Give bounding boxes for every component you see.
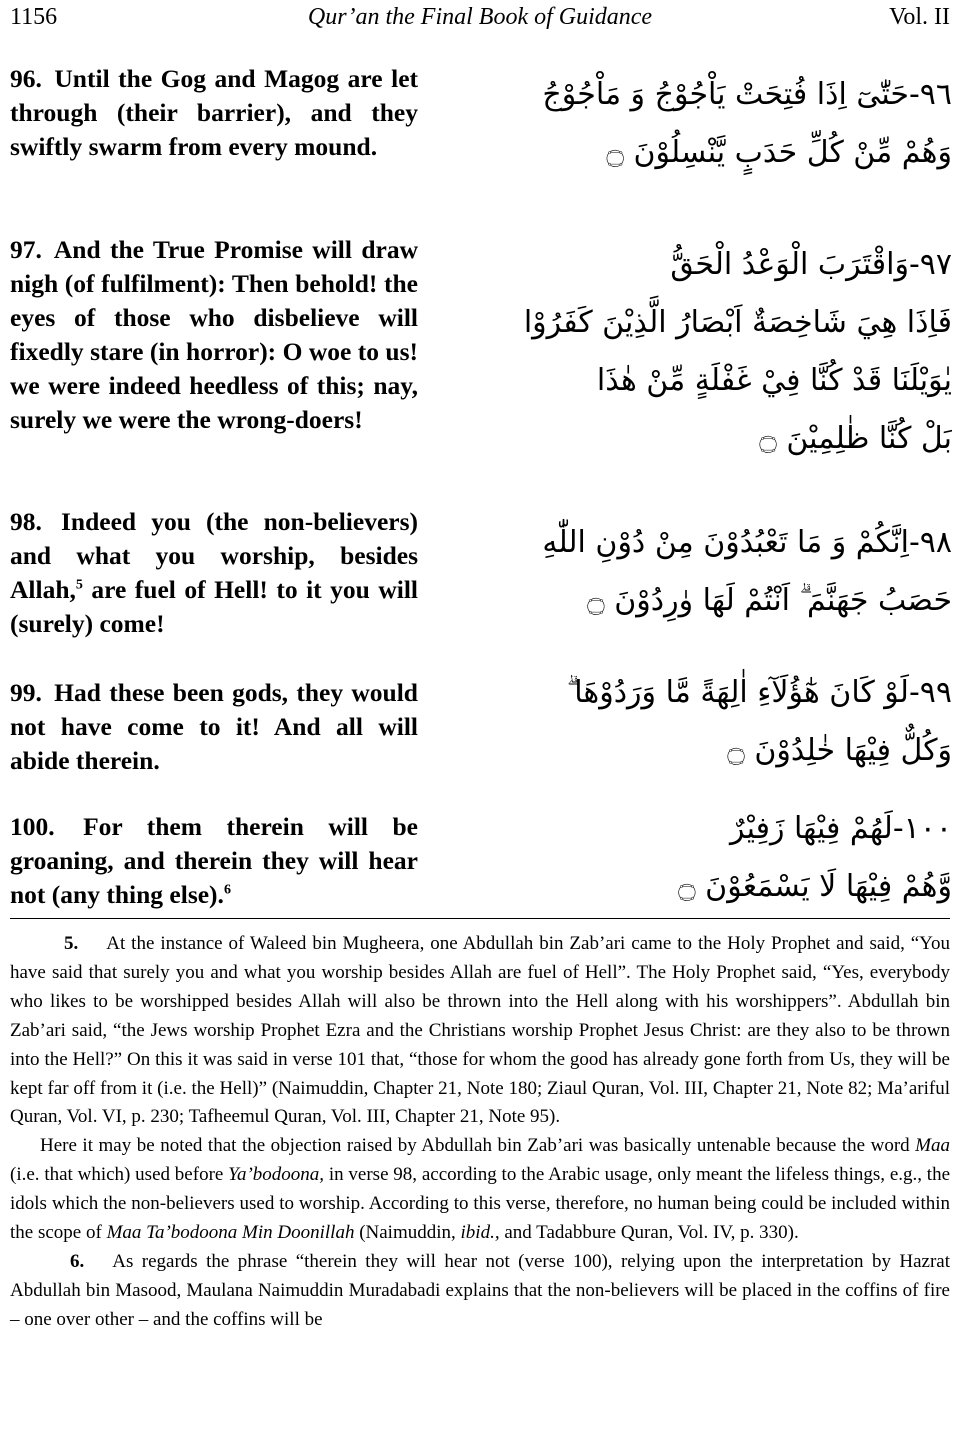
italic-term: Ya’bodoona,: [228, 1164, 325, 1186]
arabic-line: ١٠٠-لَهُمْ فِيْهَا زَفِيْرٌ: [730, 811, 952, 846]
footnote-text: As regards the phrase “therein they will hear not (verse 100), relying upon the interpretation by Hazrat Abdullah bin Masood, Maulana Naimuddin Muradabadi explains that the non-believers will be placed in the coffins of fire – one over other – and the coffins will be: [10, 1250, 950, 1330]
verse-text: For them therein will be groaning, and therein they will hear not (any thing else).: [10, 812, 418, 909]
footnote-ref-5[interactable]: 5: [75, 577, 83, 593]
arabic-line: وَكُلٌّ فِيْهَا خٰلِدُوْنَ ۝: [727, 733, 952, 768]
arabic-line: بَلْ كُنَّا ظٰلِمِيْنَ ۝: [759, 421, 952, 456]
arabic-line: ٩٩-لَوْ كَانَ هٰٓؤُلَآءِ اٰلِهَةً مَّا وَرَدُوْهَا ۗ: [566, 675, 952, 710]
volume-label: Vol. II: [889, 4, 950, 30]
italic-term: ibid.,: [460, 1222, 500, 1244]
footnote-5-continued: [10, 1132, 950, 1248]
arabic-line: يٰوَيْلَنَا قَدْ كُنَّا فِيْ غَفْلَةٍ مِّنْ هٰذَا: [596, 363, 952, 398]
verse-text: And the True Promise will draw nigh (of fulfilment): Then behold! the eyes of those who disbelieve will fixedly stare (in horror): O woe to us! we were indeed heedless of this; nay, surely we were the wrong-doers!: [10, 235, 418, 434]
footnote-6: [10, 1248, 950, 1335]
arabic-line: وَهُمْ مِّنْ كُلِّ حَدَبٍ يَّنْسِلُوْنَ ۝: [606, 135, 952, 170]
footnote-number: 5.: [64, 933, 79, 954]
verse-number: 98.: [10, 507, 42, 536]
footnote-text: (i.e. that which) used before: [10, 1164, 229, 1186]
page-number: 1156: [10, 4, 58, 30]
footnote-text: in verse 98, according to the Arabic usage, only meant the lifeless things, e.g., the idols which the non-believers used to worship. According to this verse, therefore, no human being could be included within the scope of: [10, 1164, 951, 1244]
footnote-5: [10, 930, 950, 1132]
verse-100-translation: [10, 810, 418, 912]
verse-97-translation: [10, 233, 418, 437]
book-title: Qur’an the Final Book of Guidance: [307, 4, 653, 30]
italic-term: Maa Ta’bodoona Min Doonillah: [106, 1222, 355, 1244]
arabic-line: فَاِذَا هِيَ شَاخِصَةٌ اَبْصَارُ الَّذِيْنَ كَفَرُوْا: [523, 305, 952, 340]
verse-number: 97.: [10, 235, 42, 264]
footnote-text: and Tadabbure Quran, Vol. IV, p. 330).: [499, 1222, 799, 1244]
verse-96-arabic: [520, 66, 952, 182]
verse-99-arabic: [520, 664, 952, 780]
page-header: [10, 2, 950, 36]
italic-term: Maa: [915, 1135, 950, 1157]
verse-98-translation: [10, 505, 418, 641]
footnote-number: 6.: [70, 1250, 85, 1272]
verse-number: 99.: [10, 678, 42, 707]
verse-text: Had these been gods, they would not have come to it! And all will abide therein.: [10, 678, 418, 775]
footnotes: [10, 930, 950, 1335]
verse-98-arabic: [520, 514, 952, 630]
verse-text: Indeed you (the non-believers) and what you worship, besides Allah,: [10, 507, 419, 604]
verse-number: 96.: [10, 64, 42, 93]
arabic-line: ٩٧-وَاقْتَرَبَ الْوَعْدُ الْحَقُّ: [670, 247, 952, 282]
footnote-text: Here it may be noted that the objection raised by Abdullah bin Zab’ari was basically untenable because the word: [40, 1135, 916, 1157]
footnote-ref-6[interactable]: 6: [223, 882, 231, 898]
verse-99-translation: [10, 676, 418, 778]
verse-97-arabic: [520, 236, 952, 468]
verse-96-translation: [10, 62, 418, 164]
verse-text: Until the Gog and Magog are let through (their barrier), and they swiftly swarm from every mound.: [10, 64, 419, 161]
verse-number: 100.: [10, 812, 55, 841]
arabic-line: ٩٨-اِنَّكُمْ وَ مَا تَعْبُدُوْنَ مِنْ دُوْنِ اللّٰهِ: [542, 525, 952, 560]
arabic-line: ٩٦-حَتّٰىٓ اِذَا فُتِحَتْ يَاْجُوْجُ وَ مَاْجُوْجُ: [542, 77, 952, 112]
footnote-text: At the instance of Waleed bin Mugheera, one Abdullah bin Zab’ari came to the Holy Prophet and said, “You have said that surely you and what you worship besides Allah are fuel of Hell”. The Holy Prophet said, “Yes, everybody who likes to be worshipped besides Allah will also be thrown into the Hell along with his worshippers”. Abdullah bin Zab’ari said, “the Jews worship Prophet Ezra and the Christians worship Prophet Jesus Christ: are they also to be thrown into the Hell?” On this it was said in verse 101 that, “those for whom the good has already gone forth from Us, they will be kept far off from it (i.e. the Hell)” (Naimuddin, Chapter 21, Note 180; Ziaul Quran, Vol. III, Chapter 21, Note 82; Ma’ariful Quran, Vol. VI, p. 230; Tafheemul Quran, Vol. III, Chapter 21, Note 95).: [10, 933, 950, 1128]
arabic-line: وَّهُمْ فِيْهَا لَا يَسْمَعُوْنَ ۝: [678, 869, 952, 904]
footnote-divider: [10, 918, 950, 919]
footnote-text: (Naimuddin,: [354, 1222, 461, 1244]
verse-text-cont: are fuel of Hell! to it you will (surely) come!: [10, 575, 418, 638]
arabic-line: حَصَبُ جَهَنَّمَ ۗ اَنْتُمْ لَهَا وٰرِدُوْنَ ۝: [587, 583, 952, 618]
verse-100-arabic: [520, 800, 952, 916]
